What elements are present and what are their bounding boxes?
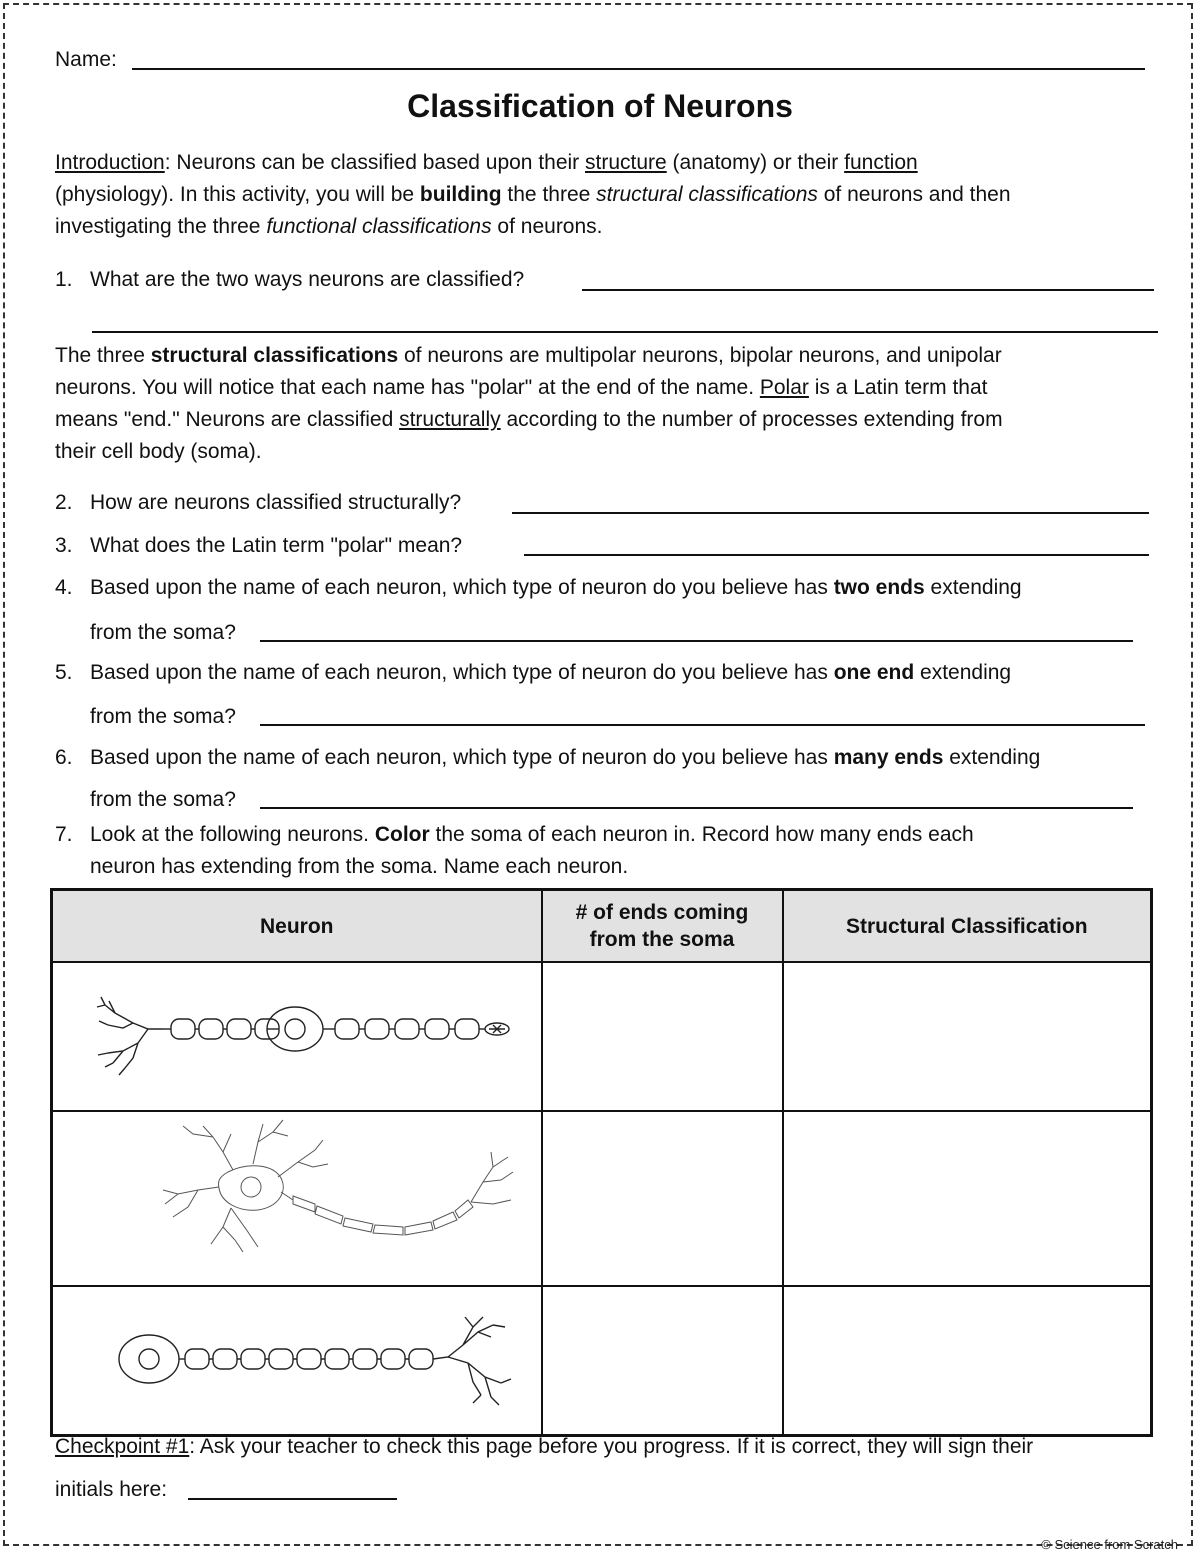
q1-number: 1. [55,268,73,291]
q4-answer-line[interactable] [260,640,1133,642]
structural-paragraph-line-3: means "end." Neurons are classified structurally according to the number of processes extending from [55,408,1003,431]
name-label: Name: [55,48,117,71]
q2-answer-line[interactable] [512,512,1149,514]
neuron-image-cell [52,962,542,1111]
q1-answer-line-2[interactable] [92,331,1158,333]
q1-answer-line-1[interactable] [582,289,1154,291]
intro-label: Introduction [55,151,165,174]
header-ends: # of ends coming from the soma [542,890,783,963]
classification-answer-cell[interactable] [783,962,1152,1111]
checkpoint-line-1: Checkpoint #1: Ask your teacher to check this page before you progress. If it is correct, they will sign their [55,1435,1034,1458]
table-header-row [52,890,1152,963]
checkpoint-line-2: initials here: [55,1478,168,1501]
q7-text-line-2: neuron has extending from the soma. Name each neuron. [90,855,629,878]
q6-answer-line[interactable] [260,807,1133,809]
q1-text: What are the two ways neurons are classified? [90,268,525,291]
ends-answer-cell[interactable] [542,1286,783,1436]
table-row [52,962,1152,1111]
intro-line-3: investigating the three functional classifications of neurons. [55,215,603,238]
neuron-image-cell [52,1111,542,1286]
table-row [52,1111,1152,1286]
q5-answer-line[interactable] [260,724,1145,726]
q4-text: Based upon the name of each neuron, which type of neuron do you believe has two ends extending [90,576,1022,599]
q5-text-line-2: from the soma? [90,705,236,728]
page-title: Classification of Neurons [407,88,793,124]
intro-line-2: (physiology). In this activity, you will be building the three structural classifications of neurons and then [55,183,1011,206]
q7-number: 7. [55,823,73,846]
unipolar-neuron-drawing [53,1287,541,1429]
q4-text-line-2: from the soma? [90,621,236,644]
q4-number: 4. [55,576,73,599]
q5-text: Based upon the name of each neuron, which type of neuron do you believe has one end extending [90,661,1012,684]
classification-answer-cell[interactable] [783,1111,1152,1286]
q2-text: How are neurons classified structurally? [90,491,462,514]
header-classification: Structural Classification [783,890,1152,963]
term-function: function [844,151,918,174]
structural-paragraph-line-4: their cell body (soma). [55,440,262,463]
structural-paragraph-line-1: The three structural classifications of neurons are multipolar neurons, bipolar neurons, and unipolar [55,344,1002,367]
classification-answer-cell[interactable] [783,1286,1152,1436]
q3-number: 3. [55,534,73,557]
initials-input-line[interactable] [188,1498,397,1500]
q6-text-line-2: from the soma? [90,788,236,811]
table-row [52,1286,1152,1436]
bipolar-neuron-drawing [53,963,541,1105]
q7-text: Look at the following neurons. Color the soma of each neuron in. Record how many ends each [90,823,974,846]
q6-number: 6. [55,746,73,769]
ends-answer-cell[interactable] [542,1111,783,1286]
q2-number: 2. [55,491,73,514]
q3-answer-line[interactable] [524,554,1149,556]
neuron-image-cell [52,1286,542,1436]
term-structure: structure [585,151,667,174]
neuron-classification-table [50,888,1153,1437]
q5-number: 5. [55,661,73,684]
q3-text: What does the Latin term "polar" mean? [90,534,463,557]
intro-line-1: Introduction: Neurons can be classified based upon their structure (anatomy) or their function [55,151,918,174]
checkpoint-label: Checkpoint #1 [55,1435,190,1458]
header-neuron: Neuron [52,890,542,963]
copyright-credit: © Science from Scratch [1041,1537,1178,1552]
structural-paragraph-line-2: neurons. You will notice that each name has "polar" at the end of the name. Polar is a Latin term that [55,376,988,399]
ends-answer-cell[interactable] [542,962,783,1111]
q6-text: Based upon the name of each neuron, which type of neuron do you believe has many ends extending [90,746,1041,769]
multipolar-neuron-drawing [53,1112,541,1280]
name-input-line[interactable] [132,68,1145,70]
